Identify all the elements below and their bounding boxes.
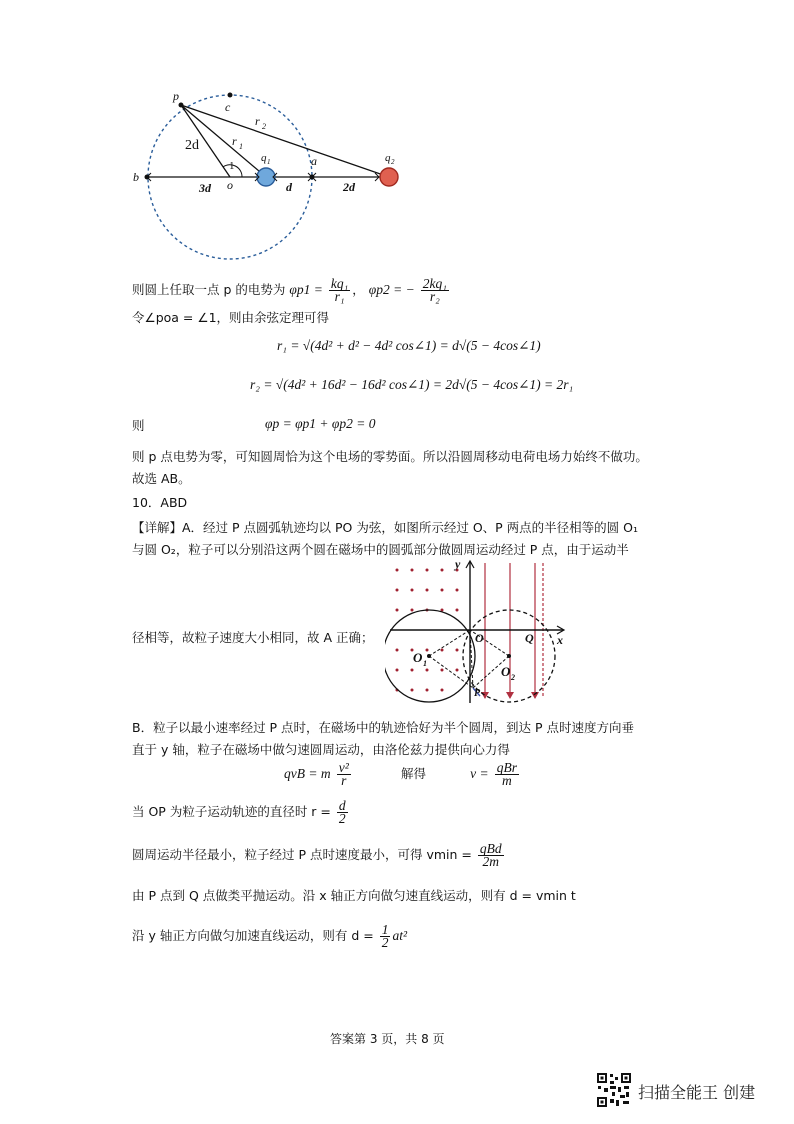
frac7-den: 2 xyxy=(381,935,389,950)
text-l11: 圆周运动半径最小，粒子经过 P 点时速度最小，可得 vmin = xyxy=(132,847,472,862)
frac5-num: d xyxy=(338,798,346,813)
eq-r2: r₂ = √(4d² + 16d² − 16d² cos∠1) = 2d√(5 − 4cos∠1) = 2r₁ xyxy=(250,377,574,392)
charge-q2 xyxy=(380,168,398,186)
frac-v2-r xyxy=(337,762,351,787)
label-q1: q xyxy=(261,152,267,164)
frac7-num: 1 xyxy=(381,922,389,937)
text-l5: 【详解】A．经过 P 点圆弧轨迹均以 PO 为弦，如图所示经过 O、P 两点的半径相等的圆 O₁ xyxy=(132,520,639,535)
watermark-text: 扫描全能王 创建 xyxy=(638,1083,756,1102)
label-r2: r xyxy=(255,114,260,128)
label-x: x xyxy=(557,633,563,647)
label-q1-sub: 1 xyxy=(267,158,271,166)
frac-2kq1-r2 xyxy=(421,278,449,303)
eq-lorentz xyxy=(284,762,521,787)
text-jiede: 解得 xyxy=(400,766,426,781)
text-l4: 故选 AB。 xyxy=(132,471,191,486)
question-10-answer: 10．ABD xyxy=(132,495,188,510)
label-o: o xyxy=(227,178,233,192)
center-o2 xyxy=(507,654,511,658)
point-p xyxy=(179,103,184,108)
figure-magnetic-field xyxy=(385,558,570,708)
label-q2-sub: 2 xyxy=(391,158,395,166)
text-l13-line xyxy=(132,924,407,949)
eq-qvb: qvB = m xyxy=(284,766,331,781)
frac3-den: r xyxy=(341,773,347,788)
eq-r1: r₁ = √(4d² + d² − 4d² cos∠1) = d√(5 − 4cos∠1) xyxy=(277,338,541,353)
label-p: p xyxy=(173,89,179,103)
label-2d: 2d xyxy=(185,138,199,153)
text-l6: 与圆 O₂，粒子可以分别沿这两个圆在磁场中的圆弧部分做圆周运动经过 P 点，由于运动半 xyxy=(132,542,629,557)
frac4-den: m xyxy=(501,773,512,788)
label-O2-sub: 2 xyxy=(511,673,515,682)
comma: ， xyxy=(352,282,365,297)
frac1-den: r₁ xyxy=(334,289,345,304)
frac-qbd-2m xyxy=(478,843,504,868)
text-l10: 当 OP 为粒子运动轨迹的直径时 r = xyxy=(132,804,331,819)
label-b: b xyxy=(133,170,139,184)
label-c: c xyxy=(225,100,231,114)
text-l10-line xyxy=(132,800,350,825)
label-O: O xyxy=(475,631,484,645)
text-l12: 由 P 点到 Q 点做类平抛运动。沿 x 轴正方向做匀速直线运动，则有 d = vmin t xyxy=(132,888,576,903)
text-l2: 令∠poa = ∠1，则由余弦定理可得 xyxy=(132,310,330,325)
label-angle-1: 1 xyxy=(229,160,235,172)
eq-phi-p1: φp1 = xyxy=(289,282,323,297)
text-l1: 则圆上任取一点 p 的电势为 xyxy=(132,282,286,297)
page-footer: 答案第 3 页，共 8 页 xyxy=(330,1032,445,1046)
text-l13: 沿 y 轴正方向做匀加速直线运动，则有 d = xyxy=(132,928,374,943)
text-potential-line xyxy=(132,278,451,303)
center-o1 xyxy=(427,654,431,658)
point-c xyxy=(228,93,233,98)
label-P: P xyxy=(474,688,481,699)
label-O1: O xyxy=(413,650,423,665)
label-Q: Q xyxy=(525,631,534,645)
frac-d-2 xyxy=(337,800,348,825)
frac5-den: 2 xyxy=(338,811,346,826)
frac4-num: qBr xyxy=(496,760,517,775)
label-2d-b: 2d xyxy=(343,180,355,194)
frac3-num: v² xyxy=(338,760,349,775)
label-O2: O xyxy=(501,664,511,679)
frac6-num: qBd xyxy=(479,841,502,856)
text-l7: 径相等，故粒子速度大小相同，故 A 正确； xyxy=(132,630,374,645)
text-ze: 则 xyxy=(132,418,145,433)
frac1-num: kq₁ xyxy=(330,276,349,291)
eq-phi-p2: φp2 = − xyxy=(368,282,415,297)
qr-code-icon xyxy=(596,1072,632,1108)
label-a: a xyxy=(311,154,317,168)
text-l8: B．粒子以最小速率经过 P 点时，在磁场中的轨迹恰好为半个圆周，到达 P 点时速度方向垂 xyxy=(132,720,635,735)
label-3d: 3d xyxy=(199,181,211,195)
frac6-den: 2m xyxy=(482,854,499,869)
eq-at2: at² xyxy=(392,928,407,943)
eq-phi-sum: φp = φp1 + φp2 = 0 xyxy=(265,416,376,431)
label-O1-sub: 1 xyxy=(423,659,427,668)
text-l9: 直于 y 轴，粒子在磁场中做匀速圆周运动，由洛伦兹力提供向心力得 xyxy=(132,742,510,757)
text-l11-line xyxy=(132,843,506,868)
frac-qbr-m xyxy=(495,762,519,787)
label-q2: q xyxy=(385,152,391,164)
label-r1-sub: 1 xyxy=(239,142,243,151)
figure-charges-circle xyxy=(125,85,415,260)
label-r1: r xyxy=(232,134,237,148)
label-y: y xyxy=(455,558,461,571)
label-r2-sub: 2 xyxy=(262,122,266,131)
frac2-num: 2kq₁ xyxy=(422,276,447,291)
label-d: d xyxy=(286,180,292,194)
eq-v: v = xyxy=(470,766,489,781)
frac-1-2 xyxy=(380,924,391,949)
frac2-den: r₂ xyxy=(429,289,440,304)
text-l3: 则 p 点电势为零，可知圆周恰为这个电场的零势面。所以沿圆周移动电荷电场力始终不做功。 xyxy=(132,449,648,464)
frac-kq1-r1 xyxy=(329,278,350,303)
